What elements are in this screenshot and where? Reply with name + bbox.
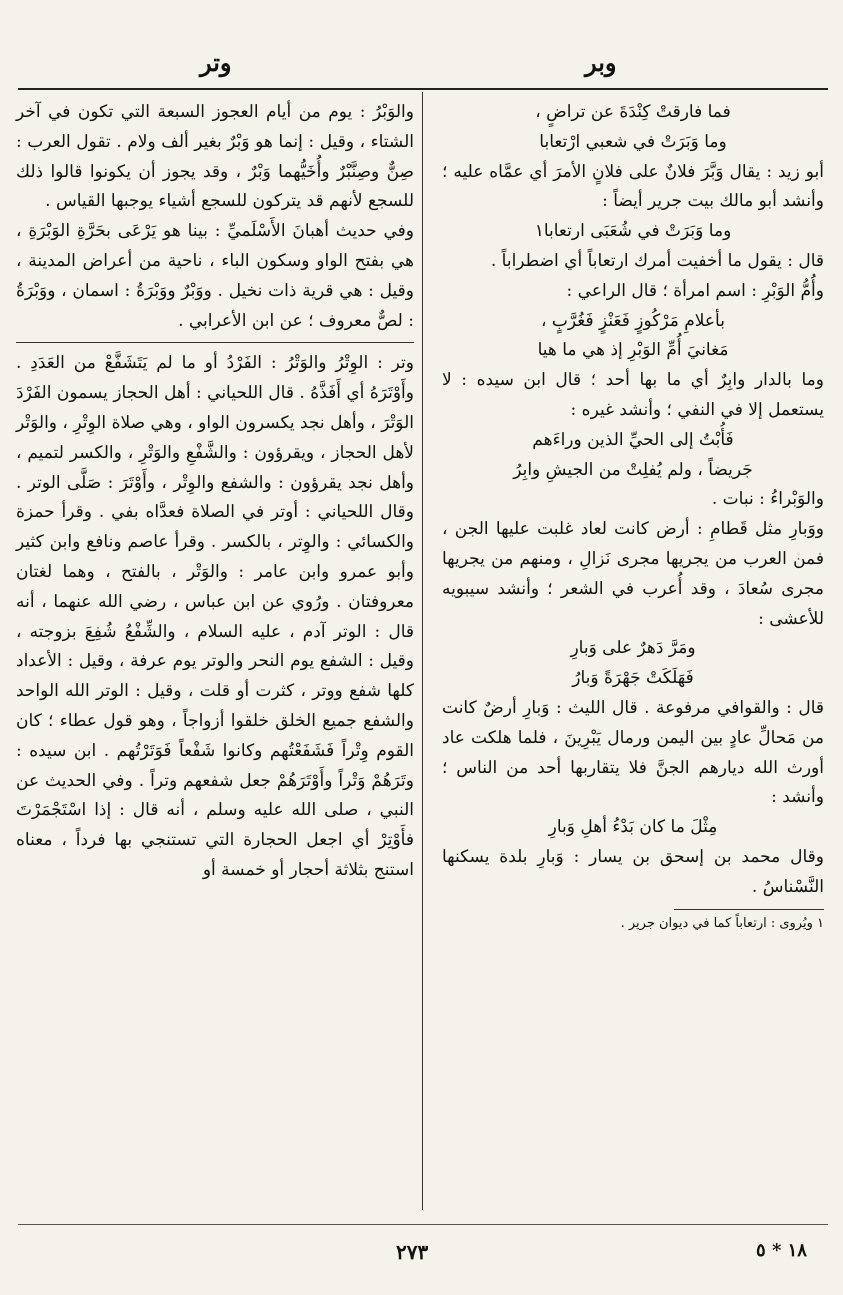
paragraph: وأُمُّ الوَبْرِ : اسم امرأة ؛ قال الراعي : xyxy=(566,280,824,301)
paragraph: قال : والقوافي مرفوعة . قال الليث : وَبارِ أرضٌ كانت من مَحالِّ عادٍ بين اليمن ورمال يَبْرِينَ ، فلما هلكت عاد أورث الله ديارهم الجنَّ فلا يتقاربها أحد من الناس ؛ وأنشد : xyxy=(442,697,824,808)
verse-line: بأعلامِ مَرْكُوزٍ فَعَنْزٍ فَغُرَّبٍ ، xyxy=(541,310,725,331)
paragraph: وقال محمد بن إسحق بن يسار : وَبارِ بلدة يسكنها النَّسْناسُ . xyxy=(442,846,824,897)
paragraph: والوَبْرُ : يوم من أيام العجوز السبعة التي تكون في آخر الشتاء ، وقيل : إنما هو وَبْرٌ بغير ألف ولام . تقول العرب : صِنٌّ وصِنَّبْرٌ وأُخَيُّهما وَبْرٌ ، وقد يجوز أن يكونوا قالوا ذلك للسجع لأنهم قد يتركون للسجع أشياء يوجبها القياس . xyxy=(16,102,414,212)
verse-line: وما وَبَرَتْ في شعبي ارْتعابا xyxy=(539,131,727,152)
header-left-title: وتر xyxy=(200,48,232,77)
top-rule xyxy=(18,88,828,90)
footnote: ١ ويُروى : ارتعاباً كما في ديوان جرير . xyxy=(620,915,824,931)
bottom-rule xyxy=(18,1224,828,1225)
left-column xyxy=(16,98,414,886)
paragraph: والوَبْراءُ : نبات . xyxy=(711,489,824,510)
printer-signature: ١٨ * ٥ xyxy=(756,1240,807,1261)
verse-line: وما وَبَرَتْ في شُعَبَى ارتعابا١ xyxy=(534,221,732,242)
paragraph: وفي حديث أهبانَ الأَسْلَميِّ : بينا هو يَرْعَى بحَرَّةِ الوَبْرَةِ ، هي بفتح الواو وسكون الباء ، ناحية من أعراض المدينة ، وقيل : هي قرية ذات نخيل . ووَبْرٌ ووَبْرَةُ : اسمان ، ووَبْرَةُ : لصٌّ معروف ؛ عن ابن الأعرابي . xyxy=(16,221,414,331)
verse-line: ومَرَّ دَهرٌ على وَبارِ xyxy=(570,638,696,659)
entry-separator xyxy=(16,342,414,343)
header-right-title: وبر xyxy=(585,48,617,77)
verse-line: فَهَلَكَتْ جَهْرَةً وَبارُ xyxy=(572,668,694,689)
verse-line: جَريضاً ، ولم يُفلِتْ من الجيشِ وابِرُ xyxy=(513,459,753,480)
verse-line: فَأُبْتُ إلى الحيِّ الذين وراءَهم xyxy=(532,429,734,450)
paragraph: قال : يقول ما أخفيت أمرك ارتعاباً أي اضطراباً . xyxy=(490,250,824,271)
paragraph: وما بالدار وابِرٌ أي ما بها أحد ؛ قال ابن سيده : لا يستعمل إلا في النفي ؛ وأنشد غيره : xyxy=(442,370,824,420)
verse-line: مِثْلَ ما كان بَدْءُ أهلِ وَبارِ xyxy=(548,817,718,838)
page-number: ٢٧٣ xyxy=(396,1240,429,1264)
paragraph: ووَبارِ مثل قَطامِ : أرض كانت لعاد غلبت عليها الجن ، فمن العرب من يجريها مجرى نَزالِ ، ومنهم من يجريها مجرى سُعادَ ، وقد أُعرب في الشعر ؛ وأنشد سيبويه للأعشى : xyxy=(442,519,824,629)
column-divider xyxy=(422,92,423,1210)
verse-line: فما فارقتْ كِنْدَةَ عن تراضٍ ، xyxy=(535,102,731,122)
footnote-rule xyxy=(674,909,824,910)
paragraph: أبو زيد : يقال وَبَّرَ فلانٌ على فلانٍ الأمرَ أي عمَّاه عليه ؛ وأنشد أبو مالك بيت جرير أيضاً : xyxy=(442,161,824,212)
right-column xyxy=(442,98,824,934)
verse-line: مَغانيَ أُمِّ الوَبْرِ إذ هي ما هيا xyxy=(537,340,729,361)
entry-watr: وتر : الوِتْرُ والوَتْرُ : الفَرْدُ أو ما لم يَتَشَفَّعْ من العَدَدِ . وأَوْتَرَهُ أي أَفَذَّهُ . قال اللحياني : أهل الحجاز يسمون الفَرْدَ الوَتْرَ ، وأهل نجد يكسرون الواو ، وهي صلاة الوِتْرِ ، والوَتْر لأهل الحجاز ، ويقرؤون : والشَّفْعِ والوَتْرِ ، والكسر لتميم ، وأهل نجد يقرؤون : والشفع والوِتْر ، وأَوْتَرَ : صَلَّى الوتر . وقال اللحياني : أوتر في الصلاة فعدَّاه بفي . وقرأ حمزة والكسائي : والوِتر ، بالكسر . وقرأ عاصم ونافع وابن كثير وأبو عمرو وابن عامر : والوَتْر ، بالفتح ، وهما لغتان معروفتان . ورُوي عن ابن عباس ، رضي الله عنهما ، أنه قال : الوتر آدم ، عليه السلام ، والشِّفْعُ شُفِعَ بزوجته ، وقيل : الشفع يوم النحر والوتر يوم عرفة ، وقيل : الأعداد كلها شفع ووتر ، كثرت أو قلت ، وقيل : الوتر الله الواحد والشفع جميع الخلق خلقوا أزواجاً ، وهو قول عطاء ؛ كان القوم وِتْراً فَشَفَعْتُهم وكانوا شَفْعاً فَوَتَرْتُهم . ابن سيده : وتَرَهُمْ وَتْراً وأَوْتَرَهُمْ جعل شفعهم وتراً . وفي الحديث عن النبي ، صلى الله عليه وسلم ، أنه قال : إذا اسْتَجْمَرْتَ فأَوْتِرْ أي اجعل الحجارة التي تستنجي بها فرداً ، معناه استنج بثلاثة أحجار أو خمسة أو xyxy=(16,353,414,880)
